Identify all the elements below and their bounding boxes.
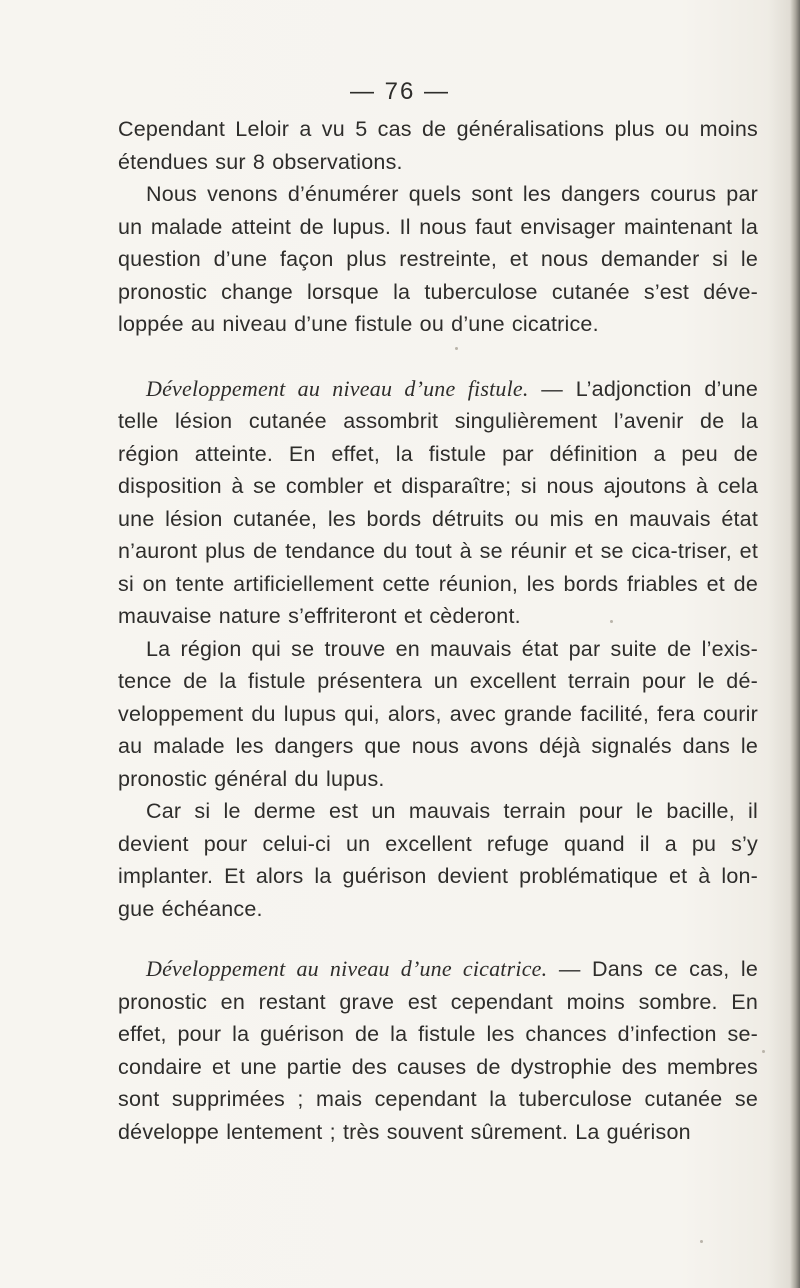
paragraph-6 <box>118 953 758 1148</box>
section-heading-cicatrice: Développement au niveau d’une cicatrice. <box>146 956 548 981</box>
paper-speck <box>610 620 613 623</box>
paragraph-1: Cependant Leloir a vu 5 cas de généralisations plus ou moins étendues sur 8 observations. <box>118 117 758 174</box>
paragraph-6-text: — Dans ce cas, le pronostic en restant grave est cependant moins sombre. En effet, pour la guérison de la fistule les chances d’infection se-condaire et une partie des causes de dystrophie des membres sont supprimées ; mais cependant la tuberculose cutanée se développe lentement ; très souvent sûrement. La guérison <box>118 957 758 1144</box>
paragraph-2: Nous venons d’énumérer quels sont les dangers courus par un malade atteint de lupus. Il nous faut envisager maintenant la question d’une façon plus restreinte, et nous demander si le pronostic change lorsque la tuberculose cutanée s’est déve-loppée au niveau d’une fistule ou d’une cicatrice. <box>118 182 758 336</box>
paragraph-5: Car si le derme est un mauvais terrain pour le bacille, il devient pour celui-ci un excellent refuge quand il a pu s’y implanter. Et alors la guérison devient problématique et à lon-gue échéance. <box>118 799 758 921</box>
body-text <box>118 113 758 1148</box>
paragraph-3 <box>118 373 758 633</box>
paper-speck <box>700 1240 703 1243</box>
paragraph-3-text: — L’adjonction d’une telle lésion cutanée assombrit singulièrement l’avenir de la région atteinte. En effet, la fistule par définition a peu de disposition à se combler et disparaître; si nous ajoutons à cela une lésion cutanée, les bords détruits ou mis en mauvais état n’auront plus de tendance du tout à se réunir et se cica-triser, et si on tente artificiellement cette réunion, les bords friables et de mauvaise nature s’effriteront et cèderont. <box>118 376 759 628</box>
paragraph-4: La région qui se trouve en mauvais état par suite de l’exis-tence de la fistule présentera un excellent terrain pour le dé-veloppement du lupus qui, alors, avec grande facilité, fera courir au malade les dangers que nous avons déjà signalés dans le pronostic général du lupus. <box>118 636 758 791</box>
page-number: — 76 — <box>349 78 451 105</box>
page-edge-shadow <box>790 0 800 1288</box>
paper-speck <box>455 347 458 350</box>
section-heading-fistule: Développement au niveau d’une fistule. <box>146 375 529 401</box>
paper-speck <box>762 1050 765 1053</box>
